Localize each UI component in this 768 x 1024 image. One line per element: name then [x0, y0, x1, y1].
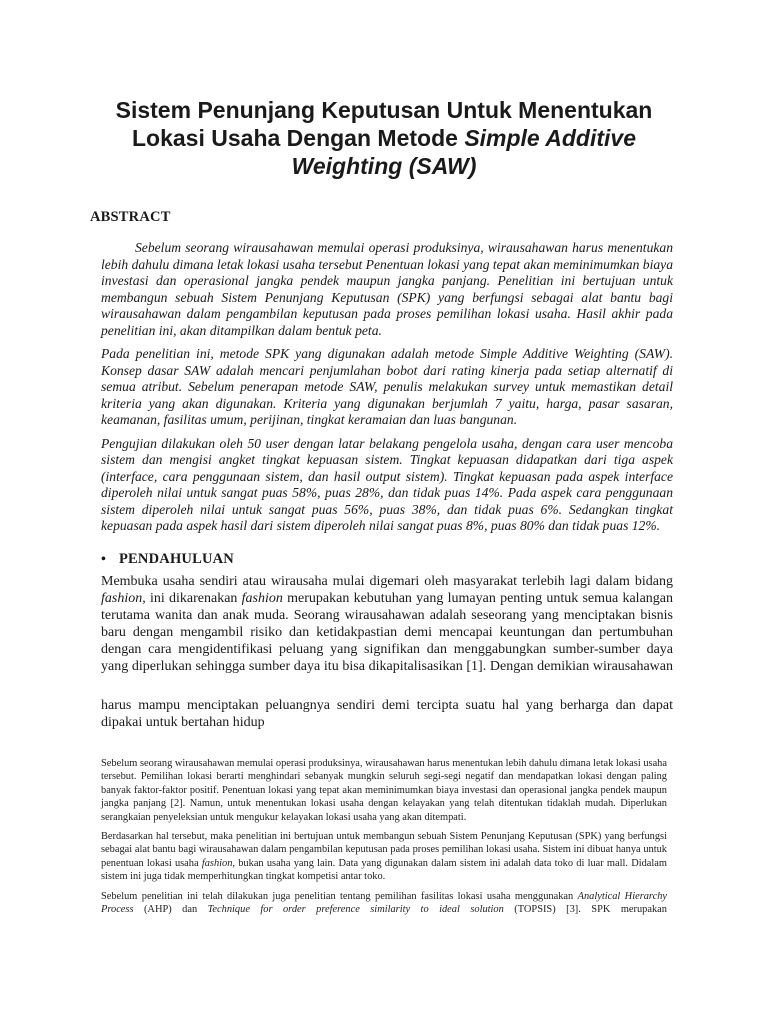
small-p2-text-b: , bukan usaha yang lain. Data yang digunakan dalam sistem ini adalah data toko di luar mall. Didalam sistem ini juga tidak memperhitungkan tingkat kompetisi antar toko. — [101, 857, 667, 883]
title-line-1: Sistem Penunjang Keputusan Untuk Menentukan — [115, 97, 653, 123]
small-paragraph-3 — [101, 890, 667, 917]
abstract-paragraph-2: Pada penelitian ini, metode SPK yang digunakan adalah metode Simple Additive Weighting (SAW). Konsep dasar SAW adalah mencari penjumlahan bobot dari rating kinerja pada setiap alternatif di semua atribut. Sebelum penerapan metode SAW, penulis melakukan survey untuk memastikan detail kriteria yang akan digunakan. Kriteria yang digunakan berjumlah 7 yaitu, harga, pasar sasaran, keamanan, fasilitas umum, perijinan, tingkat keramaian dan luas bangunan. — [101, 346, 673, 427]
intro-paragraph-1 — [101, 573, 673, 675]
small-p3-text-b: (AHP) dan — [133, 904, 208, 916]
small-p2-text-a: Berdasarkan hal tersebut, maka penelitian ini bertujuan untuk membangun sebuah Sistem Penunjang Keputusan (SPK) yang berfungsi sebagai alat bantu bagi wirausahawan dalam pengambilan keputusan pada proses pemilihan lokasi usaha. Sistem ini dibuat hanya untuk penentuan lokasi usaha — [101, 831, 667, 869]
small-text-block — [101, 757, 667, 922]
small-p2-fashion: fashion — [201, 857, 233, 869]
intro-p1-fashion-1: fashion — [101, 591, 143, 606]
title-line-3: Weighting (SAW) — [291, 153, 477, 179]
title-line-2-italic: Simple Additive — [464, 125, 636, 151]
abstract-body — [101, 240, 673, 542]
intro-p2-text: harus mampu menciptakan peluangnya sendiri demi tercipta suatu hal yang berharga dan dapat dipakai untuk bertahan hidup — [101, 698, 673, 730]
small-p3-text-a: Sebelum penelitian ini telah dilakukan juga penelitian tentang pemilihan fasilitas lokasi usaha menggunakan — [101, 890, 578, 902]
small-paragraph-2 — [101, 830, 667, 884]
abstract-paragraph-1: Sebelum seorang wirausahawan memulai operasi produksinya, wirausahawan harus menentukan lebih dahulu dimana letak lokasi usaha tersebut Penentuan lokasi yang tepat akan meminimumkan biaya investasi dan operasional jangka pendek maupun jangka panjang. Penelitian ini bertujuan untuk membangun sebuah Sistem Penunjang Keputusan (SPK) yang berfungsi sebagai alat bantu bagi wirausahawan dalam pengambilan keputusan pada proses pemilihan lokasi usaha. Hasil akhir pada penelitian ini, akan ditampilkan dalam bentuk peta. — [101, 240, 673, 338]
small-p3-ahp: Analytical Hierarchy Process — [101, 890, 668, 916]
intro-p1-text-c: merupakan kebutuhan yang lumayan penting untuk semua kalangan terutama wanita dan anak muda. Seorang wirausahawan adalah seseorang yang menciptakan bisnis baru dengan mengambil risiko dan ketidakpastian demi mencapai keuntungan dan pertumbuhan dengan cara mengidentifikasi peluang yang signifikan dan menggabungkan sumber-sumber daya yang diperlukan sehingga sumber daya itu bisa dikapitalisasikan [1]. Dengan demikian wirausahawan — [101, 591, 673, 674]
title-line-2-text: Lokasi Usaha Dengan Metode — [132, 125, 465, 151]
intro-p1-text-b: , ini dikarenakan — [142, 591, 242, 606]
intro-p1-text-a: Membuka usaha sendiri atau wirausaha mulai digemari oleh masyarakat terlebih lagi dalam bidang — [101, 574, 673, 589]
abstract-paragraph-3: Pengujian dilakukan oleh 50 user dengan latar belakang pengelola usaha, dengan cara user mencoba sistem dan mengisi angket tingkat kepuasan sistem. Tingkat kepuasan didapatkan dari tiga aspek (interface, cara penggunaan sistem, dan hasil output sistem). Tingkat kepuasan pada aspek interface diperoleh nilai untuk sangat puas 58%, puas 28%, dan tidak puas 14%. Pada aspek cara penggunaan sistem diperoleh nilai untuk sangat puas 56%, puas 38%, dan tidak puas 6%. Sedangkan tingkat kepuasan pada aspek hasil dari sistem diperoleh nilai sangat puas 8%, puas 80% dan tidak puas 12%. — [101, 435, 673, 533]
bullet-icon: • — [101, 552, 107, 567]
small-paragraph-1: Sebelum seorang wirausahawan memulai operasi produksinya, wirausahawan harus menentukan lebih dahulu dimana letak lokasi usaha tersebut. Pemilihan lokasi berarti menghindari sebanyak mungkin seluruh segi-segi negatif dan mendapatkan lokasi dengan paling banyak faktor-faktor positif. Penentuan lokasi yang tepat akan meminimumkan biaya investasi dan operasional jangka pendek maupun jangka panjang [2]. Namun, untuk menentukan lokasi usaha dengan kelayakan yang telah ditentukan tidaklah mudah. Diperlukan serangkaian penyeleksian untuk mengukur kelayakan lokasi usaha yang akan ditempati. — [101, 758, 667, 823]
title-line-2 — [90, 124, 678, 152]
small-p3-topsis: Technique for order preference similarity to ideal solution — [207, 904, 504, 916]
paper-title — [90, 96, 678, 180]
intro-paragraph-2 — [101, 697, 673, 731]
small-p3-text-c: (TOPSIS) [3]. SPK merupakan — [503, 904, 667, 916]
section-heading-label: PENDAHULUAN — [119, 551, 234, 567]
section-heading-pendahuluan — [101, 551, 234, 568]
abstract-heading: ABSTRACT — [90, 209, 171, 225]
intro-p1-fashion-2: fashion — [241, 591, 283, 606]
